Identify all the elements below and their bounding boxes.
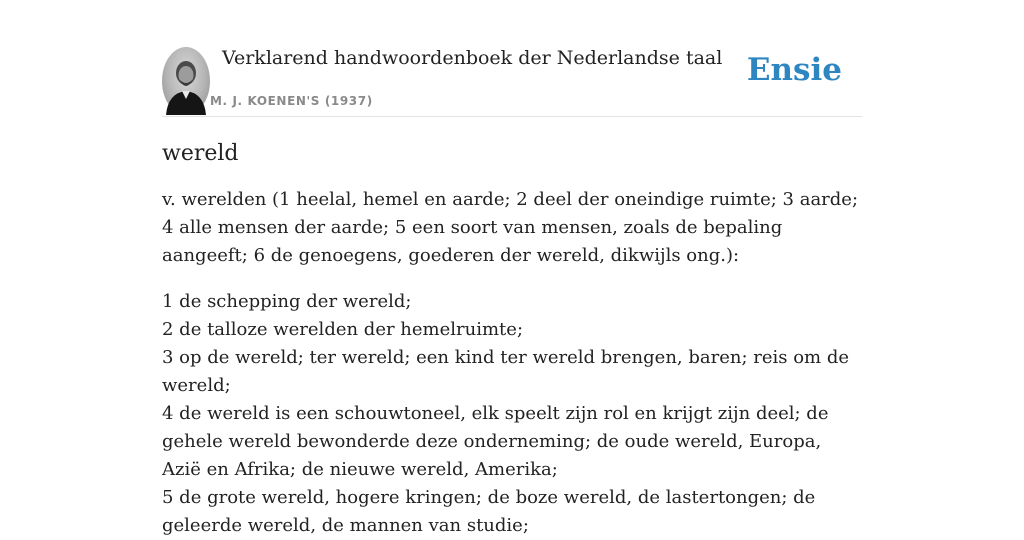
sense-list <box>162 288 862 540</box>
sense-item: 4 de wereld is een schouwtoneel, elk speelt zijn rol en krijgt zijn deel; de gehele wereld bewonderde deze onderneming; de oude wereld, Europa, Azië en Afrika; de nieuwe wereld, Amerika; <box>162 403 829 480</box>
author-portrait-icon <box>162 47 210 115</box>
book-title: Verklarend handwoordenboek der Nederlandse taal <box>222 47 723 69</box>
site-header <box>162 0 862 117</box>
sense-item: 3 op de wereld; ter wereld; een kind ter wereld brengen, baren; reis om de wereld; <box>162 347 850 396</box>
brand-logo-link[interactable]: Ensie <box>746 52 842 88</box>
entry-headword: wereld <box>162 141 239 166</box>
sense-item: 5 de grote wereld, hogere kringen; de boze wereld, de lastertongen; de geleerde wereld, de mannen van studie; <box>162 487 816 536</box>
book-subtitle: M. J. KOENEN'S (1937) <box>210 94 373 108</box>
entry-definition: v. werelden (1 heelal, hemel en aarde; 2 deel der oneindige ruimte; 3 aarde; 4 alle mensen der aarde; 5 een soort van mensen, zoals de bepaling aangeeft; 6 de genoegens, goederen der wereld, dikwijls ong.): <box>162 189 859 266</box>
portrait-graphic <box>162 47 210 115</box>
entry-content <box>162 138 862 540</box>
sense-item: 1 de schepping der wereld; <box>162 291 412 312</box>
sense-item: 2 de talloze werelden der hemelruimte; <box>162 319 524 340</box>
